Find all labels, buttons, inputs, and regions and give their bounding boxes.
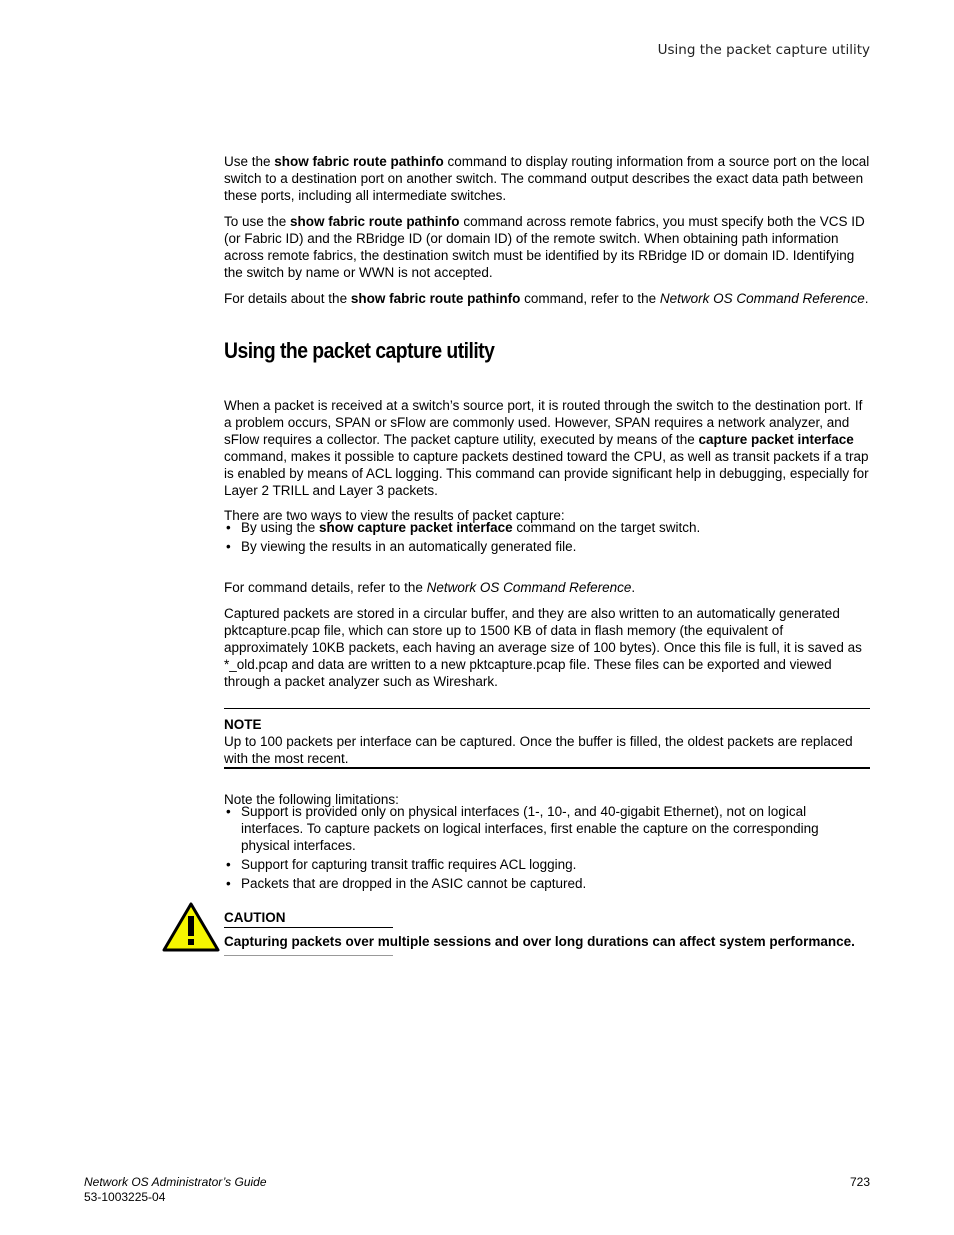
text-run: command, refer to the bbox=[520, 290, 660, 306]
command-name: show capture packet interface bbox=[319, 520, 513, 535]
bullet-icon: • bbox=[226, 520, 231, 535]
list-item bbox=[224, 803, 870, 854]
section-paragraph-4: Captured packets are stored in a circular buffer, and they are also written to an automatically generated pktcapture.pcap file, which can store up to 1500 KB of data in flash memory (the equivalent of approximately 10KB packets, each having an average size of 100 bytes). Once this file is full, it is saved as *_old.pcap and data are written to a new pktcapture.pcap file. These files can be exported and viewed through a packet analyzer such as Wireshark. bbox=[224, 605, 862, 689]
bullet-icon: • bbox=[226, 539, 231, 554]
note-box bbox=[224, 708, 870, 769]
list-item bbox=[224, 875, 870, 892]
text-run: command, makes it possible to capture packets destined toward the CPU, as well as transit packets if a trap is enabled by means of ACL logging. This command can provide significant help in debugging, especially for Layer 2 TRILL and Layer 3 packets. bbox=[224, 448, 869, 498]
text-run: By viewing the results in an automatically generated file. bbox=[241, 539, 577, 554]
caution-label: CAUTION bbox=[224, 909, 393, 928]
bullet-icon: • bbox=[226, 876, 231, 891]
caution-rule bbox=[224, 955, 393, 956]
list-item bbox=[224, 538, 870, 555]
command-name: show fabric route pathinfo bbox=[290, 213, 460, 229]
text-run: command to display routing information from a source port on the local switch to a destination port on another switch. The command output describes the exact data path between these ports, including all intermediate switches. bbox=[224, 153, 870, 203]
text-run: When a packet is received at a switch’s source port, it is routed through the switch to the destination port. If a problem occurs, SPAN or sFlow are commonly used. However, SPAN requires a network analyzer, and sFlow requires a collector. The packet capture utility, executed by means of the bbox=[224, 397, 863, 447]
intro-paragraph-2 bbox=[224, 213, 870, 281]
text-run: For details about the bbox=[224, 290, 351, 306]
intro-paragraph-3 bbox=[224, 290, 870, 307]
section-heading: Using the packet capture utility bbox=[224, 338, 495, 363]
running-header: Using the packet capture utility bbox=[657, 42, 870, 58]
warning-triangle-icon bbox=[162, 902, 220, 952]
limitations-list bbox=[224, 803, 870, 894]
text-run: Packets that are dropped in the ASIC cannot be captured. bbox=[241, 876, 587, 891]
command-name: show fabric route pathinfo bbox=[274, 153, 444, 169]
bullet-icon: • bbox=[226, 804, 231, 819]
reference-title: Network OS Command Reference bbox=[426, 579, 632, 595]
section-paragraph-1 bbox=[224, 397, 870, 499]
text-run: By using the bbox=[241, 520, 320, 535]
footer-doc-number: 53-1003225-04 bbox=[84, 1190, 166, 1204]
list-item bbox=[224, 519, 870, 536]
note-text: Up to 100 packets per interface can be captured. Once the buffer is filled, the oldest packets are replaced with the most recent. bbox=[224, 734, 853, 766]
footer-doc-title: Network OS Administrator’s Guide bbox=[84, 1175, 267, 1189]
intro-paragraph-1 bbox=[224, 153, 870, 204]
caution-box bbox=[224, 909, 870, 956]
page-number: 723 bbox=[849, 1175, 870, 1189]
section-paragraph-3 bbox=[224, 579, 870, 596]
list-item bbox=[224, 856, 870, 873]
footer-document-info bbox=[84, 1175, 267, 1205]
text-run: . bbox=[631, 579, 636, 595]
text-run: Support for capturing transit traffic requires ACL logging. bbox=[241, 857, 577, 872]
text-run: To use the bbox=[224, 213, 291, 229]
text-run: Support is provided only on physical interfaces (1-, 10-, and 40-gigabit Ethernet), not on logical interfaces. To capture packets on logical interfaces, first enable the capture on the corresponding physical interfaces. bbox=[241, 804, 819, 853]
text-run: command on the target switch. bbox=[512, 520, 701, 535]
command-name: capture packet interface bbox=[698, 431, 854, 447]
bullet-icon: • bbox=[226, 857, 231, 872]
section-paragraph-5: Note the following limitations: bbox=[224, 791, 399, 807]
note-label: NOTE bbox=[224, 717, 262, 732]
section-paragraph-2: There are two ways to view the results of packet capture: bbox=[224, 507, 565, 523]
text-run: Use the bbox=[224, 153, 275, 169]
text-run: command across remote fabrics, you must specify both the VCS ID (or Fabric ID) and the RBridge ID (or domain ID) of the remote switch. When obtaining path information across remote fabrics, the destination switch must be identified by its RBridge ID or domain ID. Identifying the switch by name or WWN is not accepted. bbox=[224, 213, 865, 280]
text-run: For command details, refer to the bbox=[224, 579, 427, 595]
text-run: . bbox=[864, 290, 869, 306]
reference-title: Network OS Command Reference bbox=[659, 290, 865, 306]
ways-list bbox=[224, 519, 870, 557]
caution-text: Capturing packets over multiple sessions and over long durations can affect system performance. bbox=[224, 934, 855, 949]
command-name: show fabric route pathinfo bbox=[350, 290, 521, 306]
